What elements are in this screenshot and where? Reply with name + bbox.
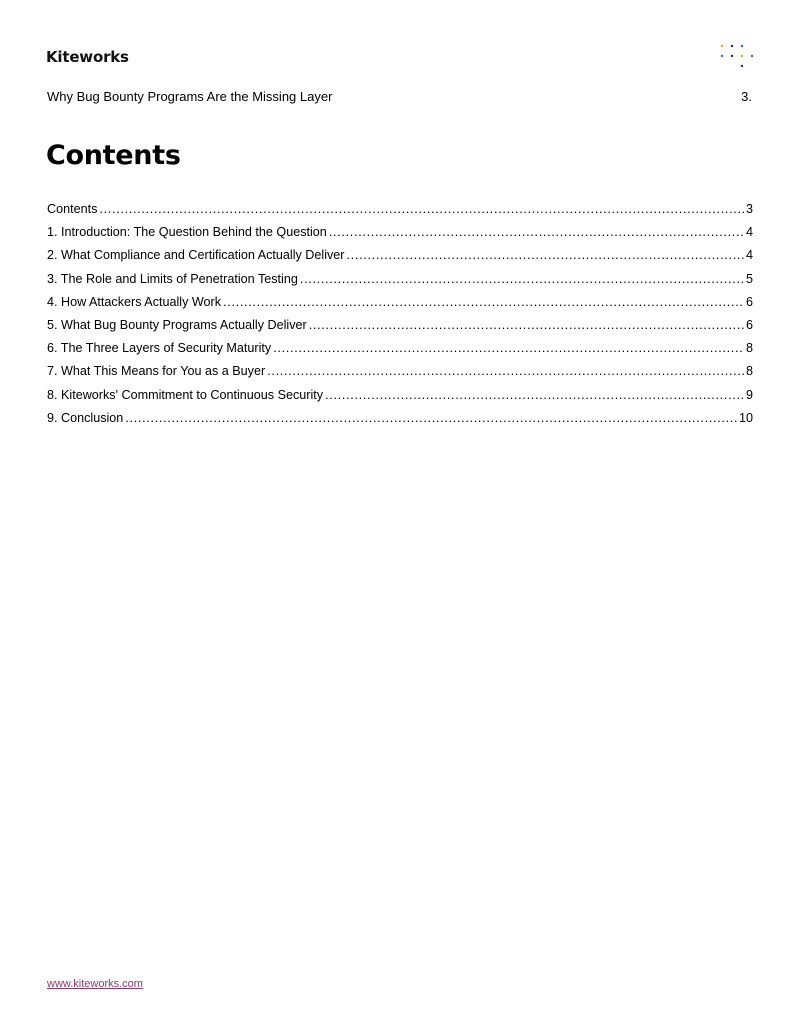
toc-entry-page: 4 xyxy=(745,248,753,263)
toc-entry-page: 3 xyxy=(745,202,753,216)
toc-entry-contents[interactable] xyxy=(47,200,753,223)
kiteworks-dots-icon xyxy=(716,42,760,72)
toc-entry-page: 10 xyxy=(738,410,753,425)
toc-entry-security-maturity[interactable] xyxy=(47,339,753,362)
toc-entry-conclusion[interactable] xyxy=(47,409,753,432)
toc-entry-penetration-testing[interactable] xyxy=(47,270,753,293)
toc-entry-buyer[interactable] xyxy=(47,362,753,385)
toc-entry-label: Contents xyxy=(47,202,98,216)
page-title: Contents xyxy=(46,140,181,171)
toc-dot-leader xyxy=(346,246,744,264)
toc-dot-leader xyxy=(300,270,744,288)
toc-dot-leader xyxy=(329,223,744,241)
toc-entry-label: 4. How Attackers Actually Work xyxy=(47,294,222,309)
toc-entry-page: 9 xyxy=(745,387,753,402)
toc-entry-label: 9. Conclusion xyxy=(47,410,124,425)
toc-entry-label: 6. The Three Layers of Security Maturity xyxy=(47,341,272,356)
toc-entry-bug-bounty[interactable] xyxy=(47,316,753,339)
toc-entry-label: 5. What Bug Bounty Programs Actually Deliver xyxy=(47,317,307,332)
toc-dot-leader xyxy=(223,293,744,311)
toc-entry-attackers[interactable] xyxy=(47,293,753,316)
toc-dot-leader xyxy=(273,339,744,357)
toc-dot-leader xyxy=(309,316,744,334)
toc-entry-label: 7. What This Means for You as a Buyer xyxy=(47,364,266,379)
running-header-title: Why Bug Bounty Programs Are the Missing Layer xyxy=(47,89,333,104)
toc-entry-page: 6 xyxy=(745,294,753,309)
toc-entry-label: 3. The Role and Limits of Penetration Testing xyxy=(47,271,298,286)
toc-entry-page: 8 xyxy=(745,364,753,379)
toc-entry-label: 2. What Compliance and Certification Actually Deliver xyxy=(47,248,345,263)
toc-dot-leader xyxy=(99,200,744,218)
toc-entry-page: 5 xyxy=(745,271,753,286)
toc-dot-leader xyxy=(267,362,744,380)
running-header-page-number: 3. xyxy=(741,89,752,104)
toc-dot-leader xyxy=(125,409,737,427)
toc-entry-page: 8 xyxy=(745,341,753,356)
toc-entry-page: 6 xyxy=(745,317,753,332)
footer-website-link[interactable]: www.kiteworks.com xyxy=(47,978,143,990)
toc-entry-label: 1. Introduction: The Question Behind the Question xyxy=(47,225,327,240)
toc-entry-page: 4 xyxy=(745,225,753,240)
toc-entry-compliance[interactable] xyxy=(47,246,753,269)
table-of-contents xyxy=(47,200,753,432)
toc-dot-leader xyxy=(325,386,744,404)
toc-entry-label: 8. Kiteworks' Commitment to Continuous Security xyxy=(47,387,324,402)
toc-entry-commitment[interactable] xyxy=(47,386,753,409)
kiteworks-logo: Kiteworks xyxy=(46,48,129,66)
toc-entry-introduction[interactable] xyxy=(47,223,753,246)
